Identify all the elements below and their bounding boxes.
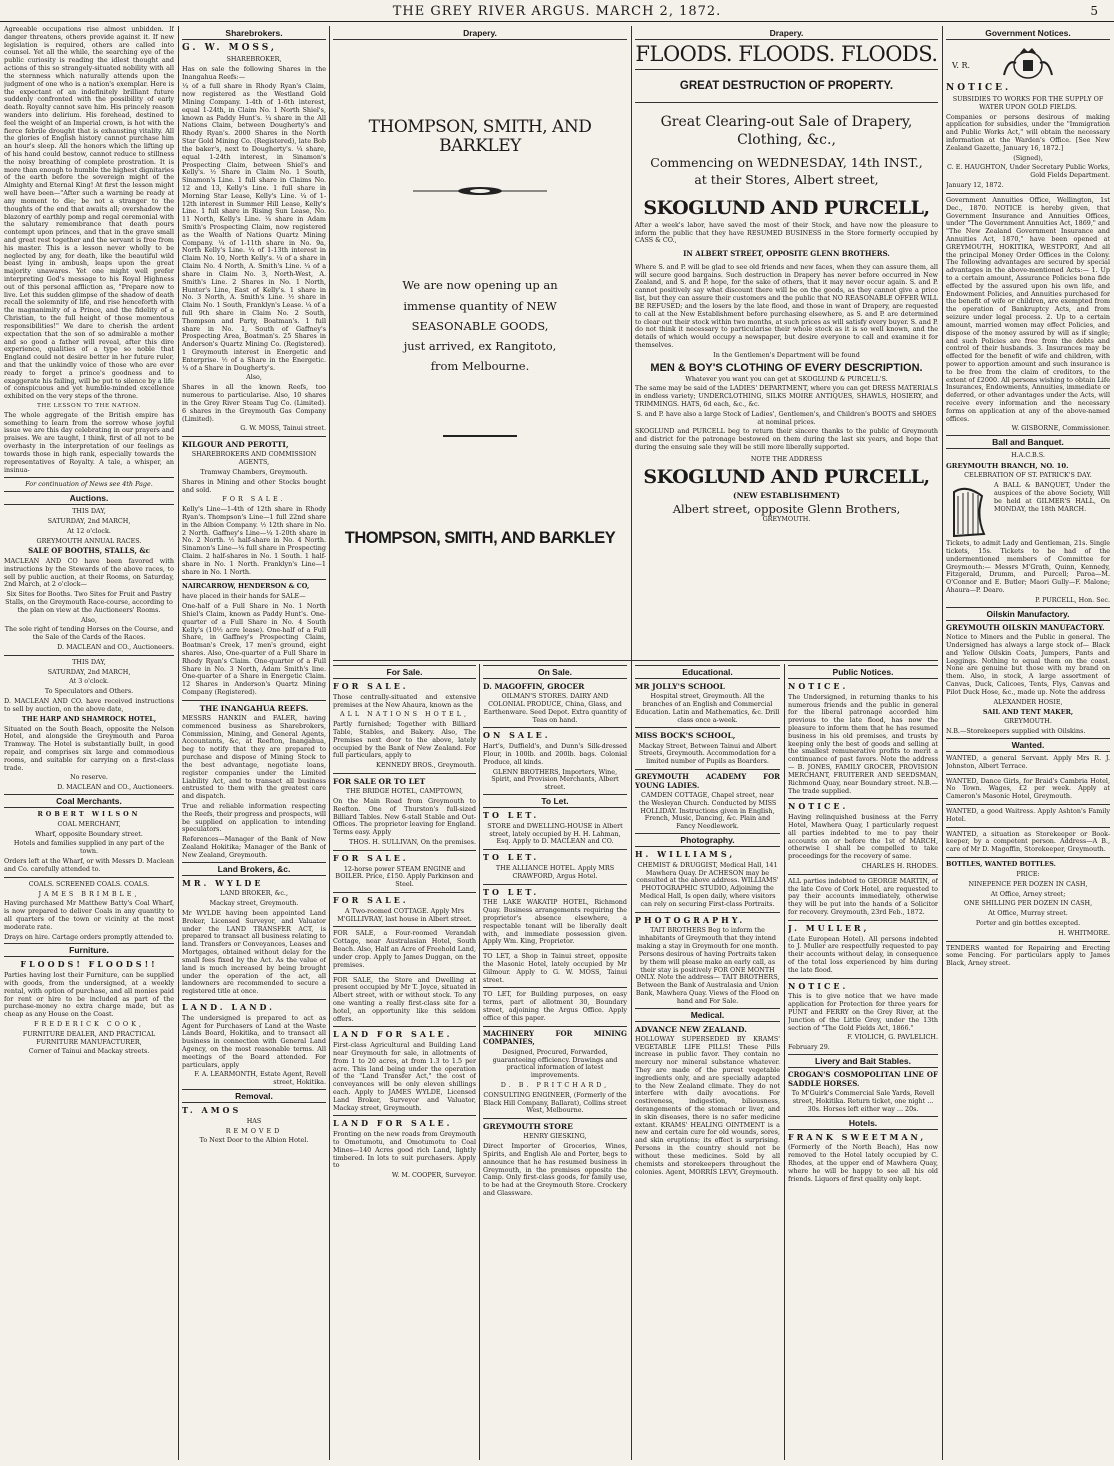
wanted-ad: WANTED, a general Servant. Apply Mrs R. J. Johnston, Albert Terrace. — [946, 753, 1110, 770]
wanted-ad: WANTED, a situation as Storekeeper or Book-keeper, by a competent person. Address—A B., care of Mr D. Magoffin, Storekeeper, Greymouth. — [946, 829, 1110, 854]
royal-crest-icon — [998, 45, 1058, 81]
kilgour-title: SHAREBROKERS AND COMMISSION AGENTS, — [191, 450, 317, 467]
auction-signature: D. MACLEAN and CO., Auctioneers. — [57, 643, 174, 652]
ball-hacbs: H.A.C.B.S. — [1011, 451, 1045, 460]
auction-sale: SALE OF BOOTHS, STALLS, &c — [28, 546, 150, 556]
for-sale-column — [333, 664, 476, 1460]
educational-header: Educational. — [635, 665, 780, 679]
notice-signature: F. VIOLICH, G. PAVLELICH. — [847, 1033, 938, 1042]
medical-body: HOLLOWAY SUPERSEDED BY KRAMS' VEGETABLE LIFE PILLS! These Pills increase in public favor. They contain no mercury nor mineral substance whatever. They are made of the purest vegetable ingredients only, and are specially adapted to the New Zealand climate. They do not interfere with daily avocations. For costiveness, indigestion, biliousness, derangements of the stomach or liver, and in skin diseases, there is no safer medicine extant. KRAMS' HEALING OINTMENT is a new and certain cure for old wounds, sores, and skin eruptions; its effect is surprising. Persons in the country should not be without these medicines. Sold by all chemists and storekeepers throughout the colonies. Agent, MORRIS LEVY, Greymouth. — [635, 1034, 780, 1176]
column-rule — [479, 664, 480, 1460]
section-rule — [333, 660, 938, 661]
forsale-signature: THOS. H. SULLIVAN, On the premises. — [348, 838, 476, 847]
forsale-body: Partly furnished; Together with Billiard Table, Stables, and Bakery. Also, The Premises next door to the above, lately occupied by the Bank of New Zealand. For full particulars, apply to — [333, 720, 476, 760]
coal-body: Having purchased Mr Matthew Batty's Coal Wharf, is now prepared to deliver Coals in any quantity to all quarters of the town or vicinity at the most moderate rate. — [4, 899, 174, 931]
bottles-line: ONE SHILLING PER DOZEN IN CASH, — [963, 899, 1093, 908]
auction-day: THIS DAY, — [72, 657, 106, 666]
tolet-body: THE LAKE WAKATIP HOTEL, Richmond Quay. Business arrangements requiring the proprietor's absence elsewhere, a respectable tenant will be liberally dealt with, and immediate possession given. Apply Wm. King, Proprietor. — [483, 898, 627, 946]
auction-time: At 3 o'clock. — [69, 677, 109, 686]
kilgour-name: KILGOUR AND PEROTTI, — [182, 440, 289, 450]
drapery-skoglund — [635, 26, 938, 662]
harp-icon — [946, 482, 990, 540]
gov-notices-header: Government Notices. — [946, 27, 1110, 40]
oilskin-name: ALEXANDER HOSIE, — [993, 697, 1063, 706]
tait-body: TAIT BROTHERS Beg to inform the inhabitants of Greymouth that they intend making a stay in Greymouth for one month. Persons desirous of having Portraits taken by them will please make an early call, as their stay is positively FOR ONE MONTH ONLY. Note the address— TAIT BROTHERS, Between the Bank of Australasia and Union Bank, Mawhera Quay. Views of the Flood on hand and For Sale. — [635, 926, 780, 1005]
ball-signature: P. PURCELL, Hon. Sec. — [1035, 595, 1110, 604]
auction-body: D. MACLEAN AND CO. have received instructions to sell by auction, on the above date, — [4, 697, 174, 713]
sale-line: Clothing, &c., — [737, 132, 836, 149]
skoglund-body: After a week's labor, have saved the most of their Stock, and have now the pleasure to inform the public that they have RESUMED BUSINESS in the Store formerly occupied by CASS & CO., — [635, 220, 938, 245]
notice-title: NOTICE. — [788, 980, 849, 991]
forsale-title: LAND FOR SALE. — [333, 1118, 453, 1129]
coal-address: Wharf, opposite Boundary street. — [35, 829, 143, 838]
notice-title: J. MULLER, — [788, 922, 870, 933]
tsb-line: SEASONABLE GOODS, — [411, 318, 549, 333]
kilgour-forsale: FOR SALE. — [222, 495, 286, 504]
ball-header: Ball and Banquet. — [946, 435, 1110, 449]
sale-line: Great Clearing-out Sale of Drapery, — [660, 114, 913, 131]
auction-also: Also, — [81, 615, 97, 624]
new-establishment: (NEW ESTABLISHMENT) — [733, 490, 840, 500]
tsb-line: We are now opening up an — [402, 278, 558, 293]
tolet-title: TO LET. — [483, 852, 540, 863]
coal-name: ROBERT WILSON — [37, 810, 141, 819]
kilgour-address: Tramway Chambers, Greymouth. — [200, 467, 308, 476]
moss-list: ¼ of a full share in Rhody Ryan's Claim, now registered as the Westland Gold Mining Company. 1-4th of 1-6th interest, equal 1-24th, in Claim No. 1 North Shiel's, known as Paddy Hunt's. ¼ share in the All Nations Claim, between Dougherty's and Rhody Ryan's. 2000 Shares in the North Star Gold Mining Co. (Registered), late Bob the baker's, next to Dougherty's. ¼ share, equal 1-24th interest, in Sinamon's Prospecting Claim, between Shiel's and Kelly's. ½ Share in Claim No. 1 South, Sinamon's Line. 1 full share in Claims No. 12 and 13, Kelly's Line. 1 full share in Morning Star Lease, Kelly's Line. ¼ of 1-12th interest in Summer Hill Lease, Kelly's Line. 1 full share in Rising Sun Lease, No. 11 North, Kelly's Line. ¼ share in Adam Smith's Prospecting Claim, now registered as the Wealth of Nations Quartz Mining Company. ¼ of 1-11th share in No. 9a, North Kelly's Line. ¼ of 1-13th interest in Claim No. 10, North Kelly's. ¼ of a share in Claim No. 4 North, A. Smith's Line. ¼ of a share in Claim No. 3, North-West, A. Smith's Line. 2 Shares in No. 1 North, Hunter's Line, East of Kelly's. 1 share in No. 3 North, A. Smith's Line. ½ share in Claim No. 1 South, Franklyn's Lease. ¼ of a full 9th share in Claim No. 2 South, Thompson and Party, Boatman's. 1 full share in No. 1, South of Gaffney's Prospecting Area, Boatman's. 25 Shares in Anderson's Quartz Mining Co. (Registered). 1 Greymouth interest in Energetic and Enterprise. ½ of a Share in the Energetic. ¼ of a Share in Dougherty's. — [182, 82, 326, 372]
auction-day: THIS DAY, — [72, 507, 106, 516]
williams-body: CHEMIST & DRUGGIST, Medical Hall, 141 Mawhera Quay. Dr ACHESON may be consulted at the above address. WILLIAMS' PHOTOGRAPHIC STUDIO, Adjoining the Medical Hall, Is open daily, where visitors can rely on securing First-class Portraits. — [636, 860, 779, 908]
magoffin-name: D. MAGOFFIN, GROCER — [483, 682, 585, 691]
forsale-signature: W. M. COOPER, Surveyor. — [391, 1171, 476, 1180]
hotels-header: Hotels. — [788, 1116, 938, 1130]
skoglund-body: Where S. and P. will be glad to see old friends and new faces, when they can assure them, all will secure good bargains. Such destruction in Drapery has never before occurred in New Zealand, and S. and P. hope, for the sake of others, that it may never occur again. S. and P. cannot positively say what discount there will be on the goods, as they cannot give a price list, but they can assure their customers and the public that NO REASONABLE OFFER WILL BE REFUSED; and the losers by the late flood, and those in want of Drapery, are requested to call at the New Establishment before purchasing elsewhere, as S. and P. are determined to clear out their stock within two months, at such prices as will satisfy every buyer. S. and P. do not think it necessary to particularise their whole stock as it is so well known, and the details of which would occupy a newspaper, but desire everyone to call and examine it for themselves. — [635, 262, 938, 349]
forsale-body: Those centrally-situated and extensive premises at the New Ahaura, known as the — [333, 692, 476, 709]
onsale-header: On Sale. — [483, 665, 627, 679]
livery-header: Livery and Bait Stables. — [788, 1054, 938, 1068]
forsale-sub: THE BRIDGE HOTEL, CAMPTOWN, — [345, 787, 464, 796]
coal-header: Coal Merchants. — [4, 794, 174, 808]
tolet-title: TO LET. — [483, 886, 540, 897]
notice-title: NOTICE. — [946, 83, 1012, 93]
wylde-name: MR. WYLDE — [182, 877, 264, 888]
article-subhead: THE LESSON TO THE NATION. — [37, 403, 141, 409]
skoglund-ladies: The same may be said of the LADIES' DEPARTMENT, where you can get DRESS MATERIALS in endless variety; UNDERCLOTHING, SILKS MOIRE ANTIQUES, SHAWLS, HOSIERY, and TRIMMINGS. HATS, 6d each, &c., &c. — [635, 384, 938, 409]
sale-line: at their Stores, Albert street, — [694, 171, 879, 187]
tolet-body: THE ALLIANCE HOTEL. Apply MRS CRAWFORD, Argus Hotel. — [495, 863, 615, 880]
removal-name: T. AMOS — [182, 1105, 242, 1115]
academy-title: GREYMOUTH ACADEMY FOR YOUNG LADIES. — [635, 771, 780, 790]
oilskin-header: Oilskin Manufactory. — [946, 607, 1110, 621]
sale-line: Commencing on WEDNESDAY, 14th INST., — [650, 155, 923, 171]
furniture-address: Corner of Tainui and Mackay streets. — [28, 1047, 150, 1056]
wylde-address: Mackay street, Greymouth. — [209, 899, 299, 908]
skoglund-address: Albert street, opposite Glenn Brothers, — [672, 501, 901, 516]
greymouth-store-body: Direct Importer of Groceries, Wines, Spirits, and English Ale and Porter, begs to announce that he has resumed business in Greymouth, in the premises opposite the Camp. Only first-class goods, for family use, to be had at the Greymouth Store. Crockery and Glassware. — [483, 1142, 627, 1198]
page-number: 5 — [1090, 4, 1098, 18]
photography-header: Photography. — [635, 833, 780, 847]
auction-time: At 12 o'clock. — [67, 526, 111, 535]
ball-body: A BALL & BANQUET, Under the auspices of the above Society, Will be held at GILMER'S HALL, On MONDAY, the 18th MARCH. — [994, 481, 1110, 513]
skoglund-firm: SKOGLUND AND PURCELL, — [643, 465, 930, 488]
medical-header: Medical. — [635, 1008, 780, 1022]
moss-title: SHAREBROKER, — [226, 54, 282, 63]
removal-title: REMOVED — [225, 1126, 283, 1135]
inangahua-title: THE INANGAHUA REEFS. — [199, 703, 309, 713]
oilskin-trade: SAIL AND TENT MAKER, — [982, 707, 1074, 716]
forsale-title: LAND FOR SALE. — [333, 1029, 453, 1040]
tait-title: PHOTOGRAPHY. — [635, 914, 746, 925]
jolly-body: Hospital street, Greymouth. All the branches of an English and Commercial Education. Latin and Mathematics, &c. Drill class once a-week. — [635, 692, 780, 724]
magoffin-body: OILMAN'S STORES. DAIRY AND COLONIAL PRODUCE, China, Glass, and Earthenware. Seed Depot. Extra quantity of Teas on hand. — [483, 692, 627, 724]
drapery-header: Drapery. — [635, 27, 938, 40]
column-rule — [631, 26, 632, 1460]
oilskin-nb: N.B.—Storekeepers supplied with Oilskins. — [946, 727, 1086, 736]
tsb-firm-name: THOMPSON, SMITH, AND BARKLEY — [368, 117, 592, 156]
coal-orders: Orders left at the Wharf, or with Messrs D. Maclean and Co. carefully attended to. — [4, 857, 174, 873]
tolet-body: STORE and DWELLING-HOUSE in Albert street, lately occupied by H. H. Lahman, Esq. Apply to D. MACLEAN and CO. — [487, 821, 623, 846]
notice-body: The Undersigned, in returning thanks to his numerous friends and the public in general for the liberal patronage accorded him previous to the late flood, has now the pleasure to inform them that he has resumed business in his old premises, and trusts by keeping only the best of goods and selling at the smallest remunerative profits to merit a continuance of past favors. Note the address— B. JONES, FAMILY GROCER, PROVISION MERCHANT, FRUITERER AND SEEDSMAN, Richmond Quay, near Boundary street. N.B.—The trade supplied. — [788, 692, 938, 795]
bottles-line: At Office, Murray street. — [988, 909, 1068, 918]
forsale-body: First-class Agricultural and Building Land near Greymouth for sale, in allotments of from 1 to 20 acres, at from 1.3 to 1.5 per acre. This land being under the operation of the "Land Transfer Act," the cost of conveyances will be only eleven shillings each. Apply to JAMES WYLDE, Licensed Land Broker, Surveyor and Valuator, Mackay street, Greymouth. — [333, 1041, 476, 1112]
wanted-ad: WANTED, a good Waitress. Apply Ashton's Family Hotel. — [946, 807, 1110, 823]
bottles-title: BOTTLES, WANTED BOTTLES. — [946, 860, 1056, 869]
coal-drays: Drays on hire. Cartage orders promptly attended to. — [4, 932, 174, 941]
column-1 — [4, 26, 174, 1460]
machinery-body: Designed, Procured, Forwarded, guaranteeing efficiency. Drawings and practical information of latest improvements. — [492, 1047, 618, 1080]
forsale-title: FOR SALE. — [333, 681, 409, 691]
auction-reserve: No reserve. — [70, 773, 108, 782]
auction-date: SATURDAY, 2nd MARCH, — [47, 667, 131, 676]
continuation-note: For continuation of News see 4th Page. — [25, 480, 153, 489]
skoglund-firm: SKOGLUND AND PURCELL, — [643, 196, 930, 219]
bottles-line: Porter and gin bottles excepted. — [975, 918, 1081, 927]
notice-body: This is to give notice that we have made application for Protection for three years for PUNT and FERRY on the Grey River, at the Junction of the Little Grey, under the 13th section of "The Gold Fields Act, 1866." — [788, 992, 938, 1032]
naircarrow-list: One-half of a Full Share in No. 1 North Shiel's Claim, known as Paddy Hunt's. One-quarter of a Full Share in No. 4 South Kelly's (10½ acre lease). One-half of a Full Share, in Gaffney's Prospecting Claim, Boatman's Creek, 17 men's ground, eight shares. Also, One-quarter of a Full Share in Rhody Ryan's Claim. One-quarter of a Full Share in No. 3 North, Adam Smith's line. One-quarter of a Share in Energetic Claim. 12 Shares in Anderson's Quartz Mining Company (Registered). — [182, 602, 326, 697]
auctions-header: Auctions. — [4, 491, 174, 505]
article-text: The whole aggregate of the British empire has something to learn from the sorrow whose joyful issue we are this day celebrating in our prayers and praises. We are taught, I think, first of all not to be overhasty in the interpretation of our feelings as towards those in high rank, especially towards the representatives of Royalty. A tale, a whisper, an insinua- — [4, 410, 174, 474]
ball-celebration: CELEBRATION OF ST. PATRICK'S DAY. — [964, 471, 1092, 480]
annuities-body: Government Annuities Office, Wellington, 1st Dec., 1870. NOTICE is hereby given, that Government Insurance and Annuities Offices, under "The Government Annuities Act, 1869," and "The New Zealand Government Insurance and Annuities Act, 1870," have been opened at GREYMOUTH, HOKITIKA, WESTPORT, And all the principal Money Order Offices in the Colony. The following advantages are secured by special advantages in the above-mentioned Acts:— 1. Up to a certain amount, Assurance Policies bona fide effected by the assured upon his own life, and Endowment Policies, and Annuities purchased for the benefit of wife or children, are exempted from the operation of Bankruptcy Acts, and from seizure under legal process. 2. Up to a certain amount, married women may effect Policies, and dispose of the money assured by will as if single; and such Policies are free from the debts and control of their husbands. 3. Insurances may be effected for the benefit of wife and children, with power to apportion amount and such insurance is to be free from the claim of creditors, to the extent of £2000. All persons wishing to obtain Life Insurances, Endowments, Annuities, immediate or deferred, or other advantages under the Acts, will receive every information and the necessary forms on application at any of the above-named offices. — [946, 195, 1110, 423]
coal-title: COALS. SCREENED COALS. COALS. — [28, 879, 150, 888]
inangahua-references: References—Manager of the Bank of New Zealand Hokitika; Manager of the Bank of New Zealand, Greymouth. — [182, 835, 326, 859]
column-rule — [329, 26, 330, 1460]
coal-name: JAMES BRIMBLE, — [38, 889, 140, 898]
tolet-header: To Let. — [483, 794, 627, 808]
greymouth-store-name: HENRY GIESKING, — [523, 1132, 587, 1141]
furniture-body: Parties having lost their Furniture, can be supplied with goods, from the undersigned, at a weekly rental, with option of purchase, and all monies paid for rent or hire to be included as part of the purchase-money no extra charge made, but as cheap as any House on the Coast. — [4, 971, 174, 1019]
kilgour-body: Shares in Mining and other Stocks bought and sold. — [182, 477, 326, 494]
wanted-ad: TENDERS wanted for Repairing and Erecting some Fencing. For particulars apply to James Black, Arney street. — [946, 943, 1110, 968]
notice-signed: (Signed), — [1013, 153, 1043, 162]
forsale-hotel: ALL NATIONS HOTEL, — [339, 710, 470, 719]
masthead — [0, 0, 1114, 22]
auction-event: GREYMOUTH ANNUAL RACES. — [36, 536, 142, 545]
notice-signature: CHARLES H. RHODES. — [861, 861, 938, 870]
skoglund-boots: S. and P. have also a large Stock of Ladies', Gentlemen's, and Children's BOOTS and SHOES at nominal prices. — [636, 409, 937, 426]
skoglund-town: GREYMOUTH. — [762, 514, 811, 523]
notice-body: Companies or persons desirous of making application for subsidies, under the "Immigration and Public Works Act," will obtain the necessary information at the Warden's Office. [See New Zealand Gazette, January 16, 1872.] — [946, 112, 1110, 152]
notice-date: February 29. — [788, 1043, 830, 1052]
forsale-body: On the Main Road from Greymouth to Reefton. One of Thurston's full-sized Billiard Tables. New 6-stall Stable and Out-Offices. The proprietor leaving for England. Terms easy. Apply — [333, 797, 476, 837]
forsale-signature: KENNEDY BROS., Greymouth. — [376, 761, 476, 770]
moss-more: Shares in all the known Reefs, too numerous to particularise. Also, 10 shares in the Grey River Steam Tug Co. (Limited). 6 shares in the Greymouth Gas Company (Limited). — [182, 383, 326, 423]
removal-header: Removal. — [182, 1089, 326, 1103]
destruction-heading: GREAT DESTRUCTION OF PROPERTY. — [679, 80, 894, 93]
tolet-body: TO LET, a Shop in Tainui street, opposite the Masonic Hotel, lately occupied by Mr Gilmour. Apply to G. W. MOSS, Tainui street. — [483, 952, 627, 984]
moss-intro: Has on sale the following Shares in the Inangahua Reefs:— — [182, 64, 326, 81]
onsale-signature: GLENN BROTHERS, Importers, Wine, Spirit, and Provision Merchants, Albert street. — [491, 767, 619, 792]
bock-body: Mackay Street, Between Tainui and Albert Streets, Greymouth. Accommodation for a limited number of Pupils as Boarders. — [638, 741, 777, 766]
sharebrokers-header: Sharebrokers. — [182, 27, 326, 40]
ball-title: GREYMOUTH BRANCH, NO. 10. — [946, 462, 1069, 471]
auction-items: Six Sites for Booths. Two Sites for Fruit and Pastry Stalls, on the Greymouth Race-course, according to the plan on view at the Auctioneers' Rooms. — [5, 590, 173, 614]
hotel-body: (Formerly of the North Beach), Has now removed to the Hotel lately occupied by C. Rhodes, at the upper end of Mawhera Quay, where he will be happy to see all his old friends. Liquors of first quality only kept. — [788, 1143, 938, 1183]
machinery-title: MACHINERY FOR MINING COMPANIES, — [483, 1028, 627, 1047]
greymouth-store-title: GREYMOUTH STORE — [483, 1122, 573, 1132]
oilskin-title: GREYMOUTH OILSKIN MANUFACTORY. — [946, 622, 1105, 632]
forsale-body: A Two-roomed COTTAGE. Apply Mrs M'GILLIVRAY, last house in Albert street. — [337, 906, 472, 923]
land-signature: F. A. LEARMONTH, Estate Agent, Revell street, Hokitika. — [194, 1070, 326, 1087]
article-text: Agreeable occupations rise almost unbidden. If danger threatens, others provide against it. If new legislation is required, others are called into counsel. Yet all the while, the searching eye of the public curiosity is reading the idlest thought and actions of this so strangely-situated nobility with all the sternness which naturally attends upon the judgment of one who is a nation's exemplar. Here is the expectant of an indefinitely brilliant future suddenly confronted with the possibility of early death. Royalty cannot save him. His princely reason wanders into delirium. His forehead, destined to feel the weight of an Imperial crown, is hot with the fierce febrile drought that is exhausting vitality. All the glories of English history cannot purchase him an hour's sleep. All the honors which the lifting up of his hand could bestow, cannot reduce to stillness the noisy breathing of complete prostration. It is more than enough to humble the highest dignitaries of the earth before the sovereign might of the Almighty and Eternal King! At first the lesson might well have been—"After such a warning be ready at any moment to die; be not a stranger to the thoughts of the end that awaits all; overshadow the blazonry of earthly pomp and regal ceremonial with the salutary remembrance that death pours contempt upon princes, and that in the grave small and great rest together and the servant is free from his master. This is a lesson never wholly to be neglected by any, for death, like the beautiful wild beast lying in ambush, leaps upon the great majority unawares. Yet one might well prefer interpreting God's message to his Royal Highness out of this personal affliction as, "Prepare now to live. Let this sudden glimpse of the shadow of death recall the solemnity of life, and rise henceforth with the magnanimity of a Prince, and the fidelity of a Christian, to the full height of those momentous responsibilities!" We dare to cherish the ardent expectation that the son of so admirable a mother and so good a father will reveal, after this dire experience, qualities of a type so noble that England could not desire better in her future ruler, and that the unkindly voice of those who are ever ready to forget a prince's goodness and to exaggerate his failing, will be put to silence by a life of conspicuous and yet humble-minded excellence exhibited on the very steps of the throne. — [4, 26, 174, 401]
tsb-line: from Melbourne. — [430, 358, 530, 373]
onsale-title: ON SALE. — [483, 730, 551, 741]
removal-body: To Next Door to the Albion Hotel. — [199, 1136, 309, 1145]
tsb-body — [333, 275, 627, 376]
medical-title: ADVANCE NEW ZEALAND. — [635, 1024, 747, 1034]
public-notices-column — [788, 664, 938, 1460]
masthead-title: THE GREY RIVER ARGUS. MARCH 2, 1872. — [392, 4, 722, 19]
forsale-body: Fronting on the new roads from Greymouth to Omotumotu, and Omotumotu to Coal Mines—140 Acres good rich Land, lightly timbered. In lots to suit purchasers. Apply to — [333, 1130, 476, 1170]
wylde-body: Mr WYLDE having been appointed Land Broker, Licensed Surveyor, and Valuator under the LAND TRANSFER ACT, is prepared to transact all business relating to land. Transfers or Conveyances, Leases and Mortgages, obtained without delay for the small fees fixed by the Act. As the value of land is much increased by being brought under the operation of the act, all landowners are recommended to secure a registered title at once. — [182, 909, 326, 996]
auction-right: The sole right of tending Horses on the Course, and the Sale of the Cards of the Races. — [4, 625, 174, 642]
auction-hotel: THE HARP AND SHAMROCK HOTEL, — [21, 714, 157, 723]
notice-body: Having relinquished business at the Ferry Hotel, Mawhera Quay, I particularly request all parties indebted to me to pay their accounts on or before the 1st of MARCH, otherwise I shall be compelled to take proceedings for the recovery of same. — [788, 813, 938, 861]
williams-title: H. WILLIAMS, — [635, 849, 736, 860]
forsale-title: FOR SALE OR TO LET — [333, 777, 426, 787]
forsale-body: 12-horse power STEAM ENGINE and BOILER. Price, £150. Apply Parkinson and Steel. — [335, 864, 474, 889]
oilskin-body: Notice to Miners and the Public in general. The Undersigned has always a large stock of— Black and Yellow Oilskin Coats, Jumpers, Pants and Leggings. Nothing to equal them on the coast. None are genuine but those with my brand on them. Also, in stock, A large assortment of Canvas, Duck, Calicoes, Tents, Flys, Canvas and Pilot Duck Hose, &c., made up. Note the address — [946, 633, 1110, 696]
tsb-line: immense quantity of NEW — [403, 298, 557, 313]
forsale-body: FOR SALE, a Four-roomed Verandah Cottage, near Australasian Hotel, South Beach. Also, Half an Acre of Freehold Land, under crop. Apply to James Duggan, on the premises. — [333, 929, 476, 969]
machinery-signature: CONSULTING ENGINEER, (Formerly of the Black Hill Company, Ballarat), Collins street West, Melbourne. — [483, 1090, 627, 1115]
moss-signature: G. W. MOSS, Tainui street. — [240, 424, 326, 433]
onsale-body: Hart's, Duffield's, and Dunn's Silk-dressed Flour, in 100lb. and 200lb. bags. Colonial Produce, all kinds. — [483, 742, 627, 766]
men-clothing: MEN & BOY'S CLOTHING OF EVERY DESCRIPTION. — [650, 361, 923, 374]
inangahua-body: MESSRS HANKIN and FALER, having commenced business as Sharebrokers, Commission, Mining, and General Agents, Accountants, &c, at Reefton, Inangahua, beg to notify that they are prepared to purchase and dispose of Mining Stock to the best advantage, negotiate loans, register companies under the Limited Liability Act, and to transact all business entrusted to them with the greatest care and dispatch. — [182, 714, 326, 801]
column-6 — [946, 26, 1110, 1460]
bottles-signature: H. WHITMORE. — [1058, 928, 1110, 937]
furniture-name: FREDERICK COOK, — [34, 1020, 144, 1029]
forsale-header: For Sale. — [333, 665, 476, 679]
landbrokers-header: Land Brokers, &c. — [182, 862, 326, 876]
notice-signature: C. E. HAUGHTON, Under Secretary Public Works, Gold Fields Department. — [947, 163, 1110, 180]
livery-body: To M'Guirk's Commercial Sale Yards, Revell street, Hokitika. Return ticket, one night ... 30s. Horses left either way ... 20s. — [791, 1089, 935, 1113]
annuities-signature: W. GISBORNE, Commissioner. — [1011, 424, 1110, 433]
bottles-price: PRICE: — [1016, 869, 1040, 878]
land-title: LAND. LAND. — [182, 1001, 275, 1012]
auction-desc: Situated on the South Beach, opposite the Nelson Hotel, and alongside the Greymouth and Paroa Tramway. The Hotel is substantially built, in good repair, and comprises six large and commodious rooms, and suitable for carrying on a first-class trade. — [4, 724, 174, 772]
furniture-title: FLOODS! FLOODS!! — [20, 959, 158, 970]
column-2 — [182, 26, 326, 1460]
floods-heading: FLOODS. FLOODS. FLOODS. — [635, 42, 938, 66]
removal-has: HAS — [246, 1116, 262, 1125]
column-rule — [178, 26, 179, 1460]
tsb-firm-name: THOMPSON, SMITH, AND BARKLEY — [344, 529, 616, 547]
ornament-divider — [333, 176, 627, 206]
kilgour-list: Kelly's Line—1-4th of 12th share in Rhody Ryan's. Thompson's Line—1 full 22nd share in the Albion Company. ½ 12th share in No. 2 North. Gaffney's Line—¼ 1-20th share in No. 2 North. ½ half-share in No. 4 North. Sinamon's Line—¼ full share in Prospecting Claim. 2 half-shares in No. 1 South. 1 half-share in No. 1 North. Franklyn's Line—1 share in No. 1 North. — [182, 505, 326, 576]
notice-title: NOTICE. — [788, 681, 849, 691]
notice-title: NOTICE. — [788, 801, 849, 812]
bottles-line: NINEPENCE PER DOZEN IN CASH, — [968, 879, 1088, 888]
ball-tickets: Tickets, to admit Lady and Gentleman, 21s. Single tickets, 15s. Tickets to be had of the undermentioned members of Committee for Greymouth:— Messrs M'Grath, Quinn, Kennedy, Fitzgerald, Drumm, and Purcell; Paroa—M. O'Connor and E. Butler; Maori Gully—F. Malone; Ahaura—P. Dearo. — [946, 539, 1110, 595]
educational-column — [635, 664, 780, 1460]
oilskin-town: GREYMOUTH. — [1004, 717, 1052, 726]
land-body: The undersigned is prepared to act as Agent for Purchasers of Land at the Waste Lands Board, Hokitika, and to transact all business in connection with General Land Agency, on the most reasonable terms. All meetings of the Board attended. For particulars, apply — [182, 1013, 326, 1069]
naircarrow-intro: have placed in their hands for SALE— — [182, 592, 306, 601]
column-rule — [942, 26, 943, 1460]
wylde-title: LAND BROKER, &c., — [220, 889, 288, 898]
forsale-body: FOR SALE, the Store and Dwelling at present occupied by Mr T. Joyce, situated in Albert street, with or without stock. To any one wanting a really first-class site for a hotel, an opportunity like this seldom offers. — [333, 975, 476, 1023]
tsb-line: just arrived, ex Rangitoto, — [403, 338, 557, 353]
jolly-title: MR JOLLY'S SCHOOL — [635, 682, 725, 691]
machinery-name: D. B. PRITCHARD, — [500, 1081, 610, 1090]
coal-title: COAL MERCHANT, — [57, 819, 121, 828]
wanted-ad: WANTED, Dance Girls, for Braid's Cambria Hotel, No Town. Wages, £2 per week. Apply at Cameron's Masonic Hotel, Greymouth. — [946, 776, 1110, 801]
tolet-body: TO LET, for Building purposes, on easy terms, part of allotment 30, Boundary street, adjoining the Argus Office. Apply office of this paper. — [483, 990, 627, 1022]
naircarrow-name: NAIRCARROW, HENDERSON & CO, — [182, 582, 310, 591]
drapery-header: Drapery. — [333, 27, 627, 40]
academy-body: CAMDEN COTTAGE, Chapel street, near the Wesleyan Church. Conducted by MISS HOLLIDAY. Instructions given in English, French, Music, Dancing, &c. Plain and Fancy Needlework. — [638, 791, 777, 831]
notice-date: January 12, 1872. — [946, 181, 1004, 190]
inangahua-body: True and reliable information respecting the Reefs, their progress and prospects, will be supplied on application to intending speculators. — [182, 801, 326, 834]
furniture-trade: FURNITURE DEALER, AND PRACTICAL FURNITURE MANUFACTURER, — [22, 1029, 156, 1046]
auction-signature: D. MACLEAN and CO., Auctioneers. — [57, 783, 174, 792]
moss-name: G. W. MOSS, — [182, 43, 278, 53]
notice-sub: SUBSIDIES TO WORKS FOR THE SUPPLY OF WATER UPON GOLD FIELDS. — [952, 94, 1104, 111]
drapery-tsb — [333, 26, 627, 646]
auction-to: To Speculators and Others. — [44, 687, 134, 696]
wanted-header: Wanted. — [946, 738, 1110, 752]
skoglund-thanks: SKOGLUND and PURCELL beg to return their sincere thanks to the public of Greymouth and district for the patronage bestowed on them during the last six years, and hope that during the ensuing sale they will be still more liberally supported. — [635, 427, 938, 452]
livery-title: CROGAN'S COSMOPOLITAN LINE OF SADDLE HORSES. — [788, 1070, 938, 1088]
public-notices-header: Public Notices. — [788, 665, 938, 679]
ornament-divider — [333, 426, 627, 446]
note-address: NOTE THE ADDRESS — [750, 454, 823, 463]
vr-mark: V. R. — [952, 61, 971, 70]
bottles-line: At Office, Arney street; — [990, 889, 1066, 898]
skoglund-whatever: Whatever you want you can get at SKOGLUND & PURCELL'S. — [685, 374, 888, 383]
moss-also: Also, — [246, 373, 262, 382]
auction-body: MACLEAN AND CO have been favored with instructions by the Stewards of the above races, to sell by public auction, at their Rooms, on Saturday, 2nd March, at 2 o'clock— — [4, 556, 174, 589]
auction-date: SATURDAY, 2nd MARCH, — [47, 516, 131, 525]
forsale-title: FOR SALE. — [333, 852, 409, 863]
skoglund-where: IN ALBERT STREET, OPPOSITE GLENN BROTHERS. — [683, 249, 890, 259]
tolet-title: TO LET. — [483, 810, 540, 821]
notice-body: (Late European Hotel). All persons indebted to J. Muller are respectfully requested to pay their accounts without delay, in consequence of the total loss experienced by him during the late flood. — [788, 934, 938, 974]
bock-title: MISS BOCK'S SCHOOL, — [635, 731, 736, 741]
coal-body: Hotels and families supplied in any part of the town. — [13, 839, 165, 856]
hotel-title: FRANK SWEETMAN, — [788, 1131, 927, 1142]
skoglund-gentlemen: In the Gentlemen's Department will be found — [713, 350, 860, 359]
furniture-header: Furniture. — [4, 943, 174, 957]
notice-body: ALL parties indebted to GEORGE MARTIN, of the late Cove of Cork Hotel, are requested to pay their accounts immediately, otherwise they will be put into the hands of a Solicitor for recovery. Greymouth, 23rd Feb., 1872. — [788, 876, 938, 916]
column-rule — [784, 664, 785, 1460]
on-sale-column — [483, 664, 627, 1460]
forsale-title: FOR SALE. — [333, 895, 409, 906]
